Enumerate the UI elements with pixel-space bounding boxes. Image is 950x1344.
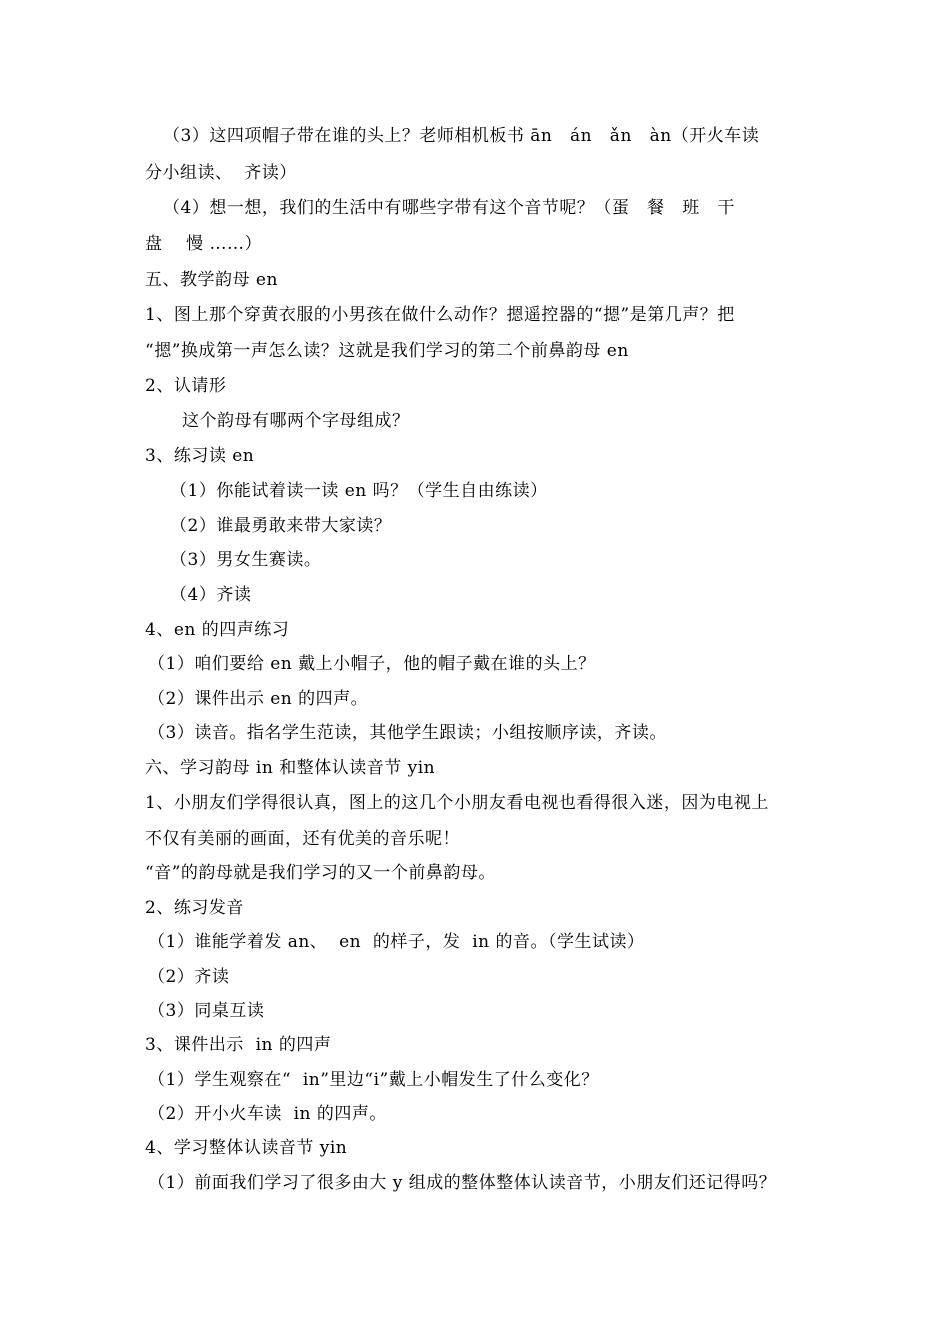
text-line: 不仅有美丽的画面，还有优美的音乐呢！ bbox=[145, 829, 460, 849]
text-line: 4、en 的四声练习 bbox=[145, 620, 290, 640]
text-line: 2、练习发音 bbox=[145, 898, 244, 918]
section-heading: 五、教学韵母 en bbox=[145, 270, 278, 290]
text-line: （2）齐读 bbox=[148, 967, 230, 987]
text-line: （1）谁能学着发 an、 en 的样子，发 in 的音。（学生试读） bbox=[148, 932, 645, 952]
text-line: （2）谁最勇敢来带大家读？ bbox=[170, 516, 392, 536]
text-line: （1）前面我们学习了很多由大 y 组成的整体整体认读音节，小朋友们还记得吗？ bbox=[148, 1173, 777, 1193]
text-line: （3）这四项帽子带在谁的头上？老师相机板书 ān án ǎn àn（开火车读 bbox=[163, 126, 760, 146]
text-line: 2、认请形 bbox=[145, 376, 227, 396]
text-line: （4）想一想，我们的生活中有哪些字带有这个音节呢？（蛋 餐 班 干 bbox=[163, 198, 735, 218]
text-line: （2）开小火车读 in 的四声。 bbox=[148, 1104, 387, 1124]
text-line: （3）读音。指名学生范读，其他学生跟读；小组按顺序读，齐读。 bbox=[148, 723, 667, 743]
text-line: 分小组读、 齐读） bbox=[145, 163, 297, 183]
text-line: （4）齐读 bbox=[170, 585, 252, 605]
text-line: （1）咱们要给 en 戴上小帽子，他的帽子戴在谁的头上？ bbox=[148, 654, 596, 674]
text-line: “音”的韵母就是我们学习的又一个前鼻韵母。 bbox=[145, 863, 496, 883]
text-line: 1、图上那个穿黄衣服的小男孩在做什么动作？摁遥控器的“摁”是第几声？把 bbox=[145, 305, 735, 325]
text-line: 这个韵母有哪两个字母组成？ bbox=[182, 411, 410, 431]
text-line: （3）同桌互读 bbox=[148, 1001, 265, 1021]
text-line: 3、课件出示 in 的四声 bbox=[145, 1035, 332, 1055]
section-heading: 六、学习韵母 in 和整体认读音节 yin bbox=[145, 758, 436, 778]
text-line: “摁”换成第一声怎么读？这就是我们学习的第二个前鼻韵母 en bbox=[145, 341, 629, 361]
text-line: （1）学生观察在“ in”里边“i”戴上小帽发生了什么变化？ bbox=[148, 1070, 599, 1090]
text-line: （1）你能试着读一读 en 吗？（学生自由练读） bbox=[170, 481, 548, 501]
text-line: （2）课件出示 en 的四声。 bbox=[148, 689, 369, 709]
text-line: （3）男女生赛读。 bbox=[170, 550, 322, 570]
text-line: 盘 慢 ……） bbox=[145, 234, 263, 254]
text-line: 1、小朋友们学得很认真，图上的这几个小朋友看电视也看得很入迷，因为电视上 bbox=[145, 793, 769, 813]
text-line: 3、练习读 en bbox=[145, 446, 255, 466]
text-line: 4、学习整体认读音节 yin bbox=[145, 1138, 348, 1158]
